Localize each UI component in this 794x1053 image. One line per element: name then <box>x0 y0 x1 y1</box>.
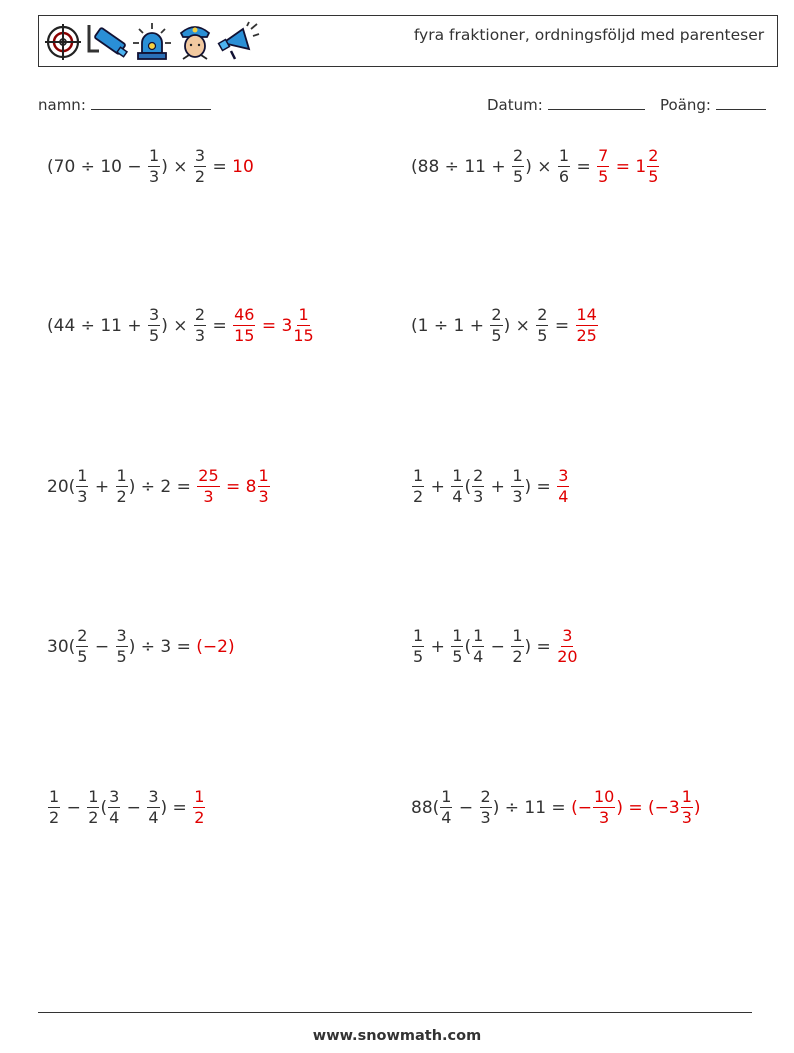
answer-text: (− <box>571 797 592 818</box>
answer-fraction <box>647 148 659 185</box>
answer-fraction <box>233 307 255 344</box>
denominator: 3 <box>480 808 491 827</box>
denominator: 2 <box>116 487 127 506</box>
numerator: 2 <box>473 466 484 485</box>
fraction <box>451 468 463 505</box>
denominator: 3 <box>203 487 214 506</box>
header-icons <box>43 19 261 65</box>
expression-text: − <box>453 797 479 818</box>
answer-text: 10 <box>232 156 254 177</box>
numerator: 7 <box>598 146 609 165</box>
fraction <box>412 628 424 665</box>
numerator: 2 <box>480 787 491 806</box>
fraction <box>76 628 88 665</box>
expression-text: ) × <box>161 315 193 336</box>
denominator: 15 <box>234 326 255 345</box>
answer-text: = 3 <box>256 315 293 336</box>
expression-text: ( <box>464 636 472 657</box>
numerator: 1 <box>512 626 523 645</box>
expression-text: ) ÷ 11 = <box>492 797 572 818</box>
numerator: 1 <box>116 466 127 485</box>
expression-text: + <box>425 636 451 657</box>
date-field <box>487 95 645 114</box>
expression-text: (1 ÷ 1 + <box>411 315 490 336</box>
expression-text: = <box>571 156 597 177</box>
answer-fraction <box>576 307 598 344</box>
fraction <box>147 789 159 826</box>
denominator: 4 <box>148 808 159 827</box>
expression-text: ) = <box>160 797 193 818</box>
numerator: 1 <box>149 146 160 165</box>
answer-text: (−2) <box>196 636 235 657</box>
worksheet-header <box>38 15 778 67</box>
problem-4 <box>411 307 599 344</box>
fraction <box>451 628 463 665</box>
denominator: 15 <box>293 326 314 345</box>
denominator: 5 <box>149 326 160 345</box>
expression-text: − <box>485 636 511 657</box>
denominator: 3 <box>77 487 88 506</box>
expression-text: ) ÷ 2 = <box>128 476 197 497</box>
denominator: 2 <box>194 167 206 186</box>
expression-text: ( <box>464 476 472 497</box>
numerator: 1 <box>258 466 269 485</box>
answer-text: ) <box>693 797 701 818</box>
problem-1 <box>47 148 254 185</box>
problem-6 <box>411 468 570 505</box>
denominator: 5 <box>413 647 424 666</box>
worksheet-title: fyra fraktioner, ordningsföljd med parenteser <box>413 26 765 44</box>
answer-fraction <box>293 307 313 344</box>
denominator: 4 <box>558 487 569 506</box>
denominator: 2 <box>413 487 424 506</box>
denominator: 4 <box>452 487 463 506</box>
numerator: 2 <box>194 305 206 324</box>
problem-5 <box>47 468 271 505</box>
denominator: 3 <box>512 487 523 506</box>
numerator: 1 <box>413 626 424 645</box>
numerator: 3 <box>109 787 120 806</box>
denominator: 20 <box>557 647 578 666</box>
fraction <box>511 468 523 505</box>
denominator: 5 <box>77 647 88 666</box>
expression-text: 20( <box>47 476 76 497</box>
fraction <box>194 148 206 185</box>
problem-8 <box>411 628 579 665</box>
fraction <box>536 307 548 344</box>
date-blank[interactable] <box>548 95 645 110</box>
expression-text: = <box>549 315 575 336</box>
answer-text: ) = (−3 <box>616 797 680 818</box>
surveillance-camera-icon <box>85 21 129 63</box>
numerator: 25 <box>198 466 219 485</box>
fraction <box>148 307 160 344</box>
expression-text: (88 ÷ 11 + <box>411 156 511 177</box>
expression-text: − <box>89 636 115 657</box>
name-label: namn: <box>38 96 86 114</box>
numerator: 1 <box>473 626 484 645</box>
numerator: 2 <box>648 146 659 165</box>
numerator: 1 <box>512 466 523 485</box>
score-label: Poäng: <box>660 96 711 114</box>
numerator: 10 <box>593 787 615 806</box>
numerator: 2 <box>537 305 548 324</box>
score-blank[interactable] <box>716 95 766 110</box>
numerator: 3 <box>558 466 569 485</box>
numerator: 1 <box>88 787 99 806</box>
expression-text: 30( <box>47 636 76 657</box>
denominator: 4 <box>441 808 452 827</box>
expression-text: = <box>207 156 233 177</box>
expression-text: + <box>89 476 115 497</box>
denominator: 2 <box>194 808 205 827</box>
numerator: 2 <box>77 626 88 645</box>
answer-text: = 8 <box>220 476 257 497</box>
expression-text: ) × <box>525 156 557 177</box>
denominator: 25 <box>576 326 597 345</box>
denominator: 4 <box>473 647 484 666</box>
numerator: 1 <box>441 787 452 806</box>
denominator: 5 <box>452 647 463 666</box>
numerator: 1 <box>452 626 463 645</box>
problem-7 <box>47 628 235 665</box>
fraction <box>87 789 99 826</box>
numerator: 1 <box>413 466 424 485</box>
denominator: 3 <box>194 326 206 345</box>
answer-fraction <box>593 789 615 826</box>
fraction <box>194 307 206 344</box>
denominator: 3 <box>473 487 484 506</box>
expression-text: ) ÷ 3 = <box>128 636 197 657</box>
answer-fraction <box>193 789 205 826</box>
answer-fraction <box>597 148 609 185</box>
fraction <box>108 789 120 826</box>
fraction <box>512 148 524 185</box>
numerator: 3 <box>562 626 573 645</box>
expression-text: − <box>61 797 87 818</box>
footer-divider <box>38 1012 752 1013</box>
fraction <box>116 468 128 505</box>
numerator: 2 <box>491 305 502 324</box>
expression-text: ) × <box>161 156 193 177</box>
denominator: 3 <box>681 808 692 827</box>
denominator: 3 <box>149 167 160 186</box>
police-siren-icon <box>131 21 173 63</box>
expression-text: ) × <box>503 315 536 336</box>
name-field <box>38 95 211 114</box>
problem-2 <box>411 148 660 185</box>
police-officer-icon <box>175 21 215 63</box>
problem-10 <box>411 789 701 826</box>
fraction <box>480 789 492 826</box>
numerator: 46 <box>234 305 255 324</box>
name-blank[interactable] <box>91 95 211 110</box>
numerator: 1 <box>194 787 205 806</box>
denominator: 2 <box>88 808 99 827</box>
numerator: 1 <box>298 305 309 324</box>
denominator: 5 <box>648 167 659 186</box>
denominator: 3 <box>258 487 269 506</box>
denominator: 5 <box>537 326 548 345</box>
numerator: 3 <box>148 787 159 806</box>
score-field <box>660 95 766 114</box>
denominator: 2 <box>512 647 523 666</box>
problem-3 <box>47 307 315 344</box>
fraction <box>440 789 452 826</box>
denominator: 5 <box>598 167 609 186</box>
denominator: 2 <box>49 808 60 827</box>
date-label: Datum: <box>487 96 543 114</box>
expression-text: ( <box>100 797 108 818</box>
numerator: 1 <box>77 466 88 485</box>
expression-text: (44 ÷ 11 + <box>47 315 147 336</box>
denominator: 6 <box>558 167 570 186</box>
expression-text: 88( <box>411 797 440 818</box>
expression-text: − <box>121 797 147 818</box>
expression-text: + <box>425 476 451 497</box>
expression-text: + <box>485 476 511 497</box>
megaphone-icon <box>217 21 261 63</box>
fraction <box>76 468 88 505</box>
expression-text: (70 ÷ 10 − <box>47 156 147 177</box>
numerator: 2 <box>513 146 524 165</box>
fraction <box>511 628 523 665</box>
numerator: 1 <box>452 466 463 485</box>
denominator: 5 <box>116 647 127 666</box>
numerator: 1 <box>681 787 692 806</box>
numerator: 3 <box>194 146 206 165</box>
expression-text: ) = <box>524 636 557 657</box>
fraction <box>472 628 484 665</box>
answer-fraction <box>557 468 569 505</box>
denominator: 4 <box>109 808 120 827</box>
denominator: 5 <box>513 167 524 186</box>
answer-fraction <box>197 468 219 505</box>
expression-text: = <box>207 315 233 336</box>
crosshair-icon <box>43 21 83 63</box>
answer-fraction <box>681 789 693 826</box>
numerator: 3 <box>116 626 127 645</box>
answer-fraction <box>557 628 577 665</box>
fraction <box>490 307 502 344</box>
answer-fraction <box>258 468 270 505</box>
fraction <box>148 148 160 185</box>
answer-text: = 1 <box>610 156 647 177</box>
fraction <box>116 628 128 665</box>
numerator: 1 <box>49 787 60 806</box>
numerator: 3 <box>149 305 160 324</box>
numerator: 14 <box>576 305 597 324</box>
fraction <box>472 468 484 505</box>
problem-9 <box>47 789 206 826</box>
numerator: 1 <box>558 146 570 165</box>
expression-text: ) = <box>524 476 557 497</box>
fraction <box>48 789 60 826</box>
footer-url[interactable]: www.snowmath.com <box>312 1028 482 1044</box>
denominator: 3 <box>599 808 610 827</box>
fraction <box>558 148 570 185</box>
fraction <box>412 468 424 505</box>
denominator: 5 <box>491 326 502 345</box>
